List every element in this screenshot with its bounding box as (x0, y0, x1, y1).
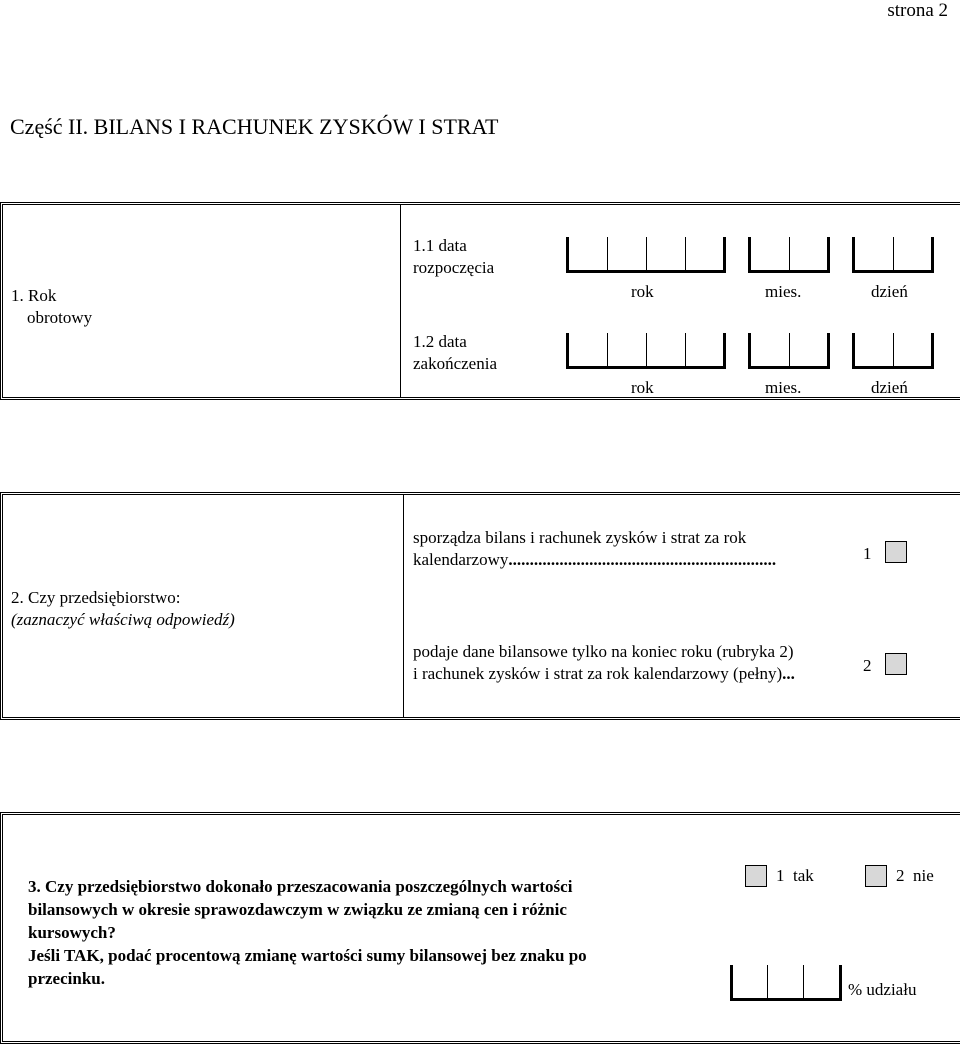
reporting-type-section (0, 492, 960, 720)
start-month-caption: mies. (765, 282, 802, 301)
option2-line1: podaje dane bilansowe tylko na koniec roku (rubryka 2) (413, 642, 794, 661)
option2-checkbox[interactable] (885, 653, 907, 675)
yes-label: tak (793, 866, 814, 885)
option1-number: 1 (863, 544, 872, 563)
option1-dots: ............................................................... (508, 550, 777, 569)
start-year-input[interactable] (566, 237, 726, 273)
start-month-input[interactable] (748, 237, 830, 273)
start-year-caption: rok (631, 282, 654, 301)
fiscal-year-section (0, 202, 960, 400)
end-day-caption: dzień (871, 378, 908, 397)
end-month-caption: mies. (765, 378, 802, 397)
no-number: 2 (896, 866, 905, 885)
start-date-label (413, 235, 494, 279)
option2-text (413, 641, 853, 685)
revaluation-question-line2: bilansowych w okresie sprawozdawczym w związku ze zmianą cen i różnic (28, 900, 567, 919)
fiscal-year-label-line1: 1. Rok (11, 286, 57, 305)
option1-checkbox[interactable] (885, 541, 907, 563)
revaluation-question-line5: przecinku. (28, 969, 105, 988)
column-divider (403, 495, 404, 717)
column-divider (400, 205, 401, 397)
option2-dots: ... (782, 664, 795, 683)
fiscal-year-label (11, 285, 92, 329)
revaluation-question (28, 875, 587, 990)
start-date-label-line1: 1.1 data (413, 236, 467, 255)
option2-line2: i rachunek zysków i strat za rok kalendarzowy (pełny) (413, 664, 783, 683)
start-date-label-line2: rozpoczęcia (413, 258, 495, 277)
reporting-question (11, 587, 235, 631)
start-day-input[interactable] (852, 237, 934, 273)
end-date-label (413, 331, 497, 375)
page-number: strona 2 (887, 0, 948, 21)
option1-text (413, 527, 853, 571)
end-month-input[interactable] (748, 333, 830, 369)
no-option (896, 865, 934, 887)
revaluation-section (0, 812, 960, 1044)
yes-number: 1 (776, 866, 785, 885)
option1-line2: kalendarzowy (413, 550, 509, 569)
reporting-question-text: 2. Czy przedsiębiorstwo: (11, 588, 181, 607)
no-checkbox[interactable] (865, 865, 887, 887)
end-day-input[interactable] (852, 333, 934, 369)
part-title: Część II. BILANS I RACHUNEK ZYSKÓW I STRAT (10, 114, 499, 139)
end-year-caption: rok (631, 378, 654, 397)
end-year-input[interactable] (566, 333, 726, 369)
fiscal-year-label-line2: obrotowy (27, 308, 93, 327)
end-date-label-line1: 1.2 data (413, 332, 467, 351)
revaluation-question-line1: 3. Czy przedsiębiorstwo dokonało przeszacowania poszczególnych wartości (28, 877, 573, 896)
start-day-caption: dzień (871, 282, 908, 301)
percent-input[interactable] (730, 965, 842, 1001)
yes-checkbox[interactable] (745, 865, 767, 887)
option2-number: 2 (863, 656, 872, 675)
revaluation-question-line4: Jeśli TAK, podać procentową zmianę wartości sumy bilansowej bez znaku po (28, 946, 587, 965)
option1-line1: sporządza bilans i rachunek zysków i strat za rok (413, 528, 747, 547)
revaluation-question-line3: kursowych? (28, 923, 116, 942)
yes-option (776, 865, 814, 887)
percent-caption: % udziału (848, 980, 917, 999)
no-label: nie (913, 866, 934, 885)
reporting-hint: (zaznaczyć właściwą odpowiedź) (11, 610, 235, 629)
end-date-label-line2: zakończenia (413, 354, 497, 373)
